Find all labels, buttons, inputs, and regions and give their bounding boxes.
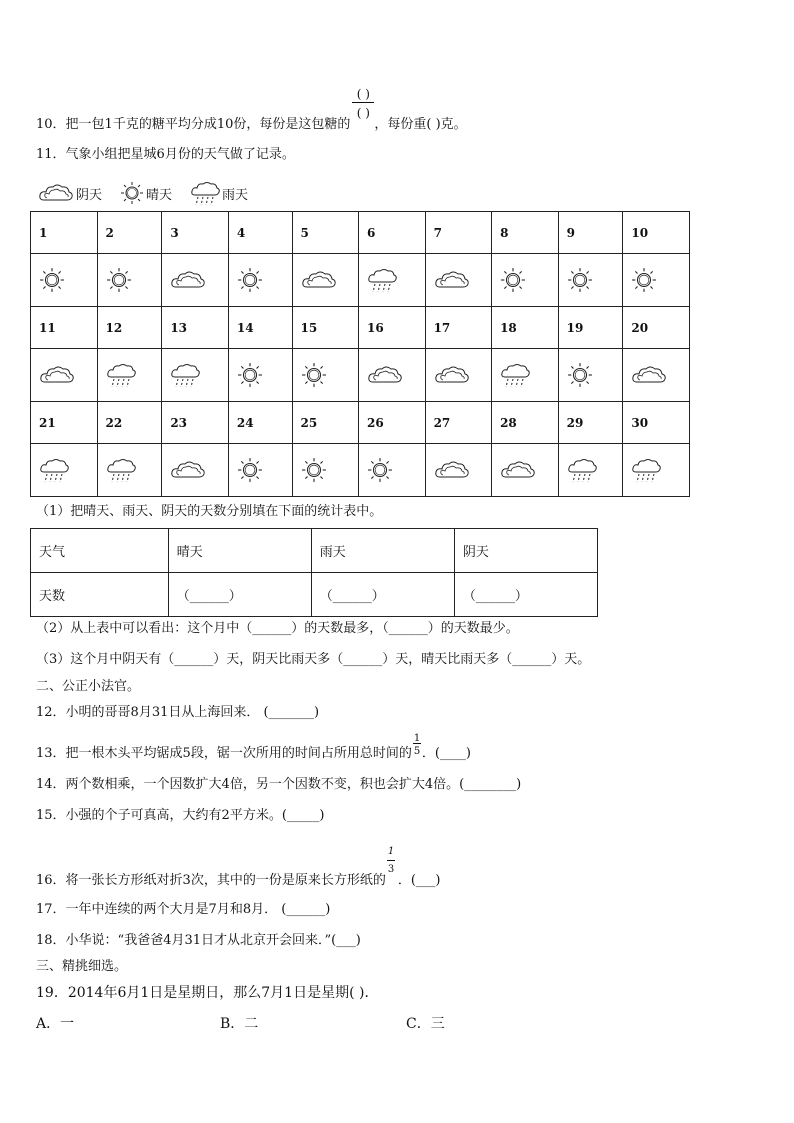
calendar-day-number: 17	[425, 307, 492, 349]
sun-icon	[237, 267, 263, 293]
question-13	[36, 733, 471, 762]
q16-prefix: 16．将一张长方形纸对折3次，其中的一份是原来长方形纸的	[36, 873, 386, 888]
sub-question-2: （2）从上表中可以看出：这个月中（______）的天数最多，（______）的天数最少。	[36, 621, 519, 636]
q16-denominator: 3	[387, 864, 395, 875]
calendar-weather-cell	[623, 254, 690, 307]
question-14: 14．两个数相乘，一个因数扩大4倍，另一个因数不变，积也会扩大4倍。(________)	[36, 777, 522, 792]
q13-denominator: 5	[413, 746, 421, 757]
question-18: 18．小华说：“我爸爸4月31日才从北京开会回来．”(___)	[36, 933, 361, 948]
cloud-icon	[170, 269, 206, 291]
question-16	[36, 846, 441, 889]
cloud-icon	[434, 364, 470, 386]
calendar-weather-cell	[558, 349, 623, 402]
legend-item-rainy	[190, 180, 248, 206]
calendar-weather-cell	[228, 254, 292, 307]
calendar-day-number: 10	[623, 212, 690, 254]
calendar-weather-cell	[228, 444, 292, 497]
calendar-day-number: 16	[359, 307, 426, 349]
calendar-day-number: 21	[31, 402, 98, 444]
stat-blank-sunny[interactable]: （______）	[168, 573, 311, 617]
q10-prefix: 10．把一包1千克的糖平均分成10份，每份是这包糖的	[36, 117, 351, 132]
weather-legend	[38, 180, 262, 206]
calendar-weather-cell	[492, 444, 559, 497]
section-3-heading: 三、精挑细选。	[36, 959, 128, 974]
q19-option-b[interactable]: B．二	[220, 1016, 259, 1032]
sun-icon	[631, 267, 657, 293]
question-10	[36, 87, 467, 133]
calendar-weather-cell	[97, 254, 162, 307]
calendar-weather-cell	[162, 444, 229, 497]
calendar-weather-row	[31, 254, 690, 307]
calendar-weather-cell	[31, 254, 98, 307]
calendar-day-number: 4	[228, 212, 292, 254]
stat-header-cloudy: 阴天	[454, 529, 597, 573]
calendar-day-number: 19	[558, 307, 623, 349]
calendar-day-number: 23	[162, 402, 229, 444]
calendar-day-number: 1	[31, 212, 98, 254]
q16-fraction	[386, 846, 398, 884]
calendar-weather-cell	[162, 254, 229, 307]
calendar-weather-cell	[359, 254, 426, 307]
calendar-day-row	[31, 307, 690, 349]
stat-header-weather: 天气	[31, 529, 169, 573]
calendar-day-number: 12	[97, 307, 162, 349]
sun-icon	[567, 267, 593, 293]
calendar-weather-cell	[492, 254, 559, 307]
rain-icon	[631, 457, 661, 483]
stat-blank-cloudy[interactable]: （______）	[454, 573, 597, 617]
calendar-weather-cell	[425, 254, 492, 307]
rain-icon	[106, 362, 136, 388]
cloud-icon	[38, 182, 74, 204]
stat-blank-rainy[interactable]: （______）	[311, 573, 454, 617]
rain-icon	[190, 180, 220, 206]
legend-label-cloudy: 阴天	[76, 187, 103, 203]
calendar-weather-cell	[558, 254, 623, 307]
calendar-weather-cell	[31, 444, 98, 497]
calendar-weather-cell	[162, 349, 229, 402]
legend-item-cloudy	[38, 182, 102, 204]
q10-fraction	[350, 87, 374, 128]
stat-header-row	[31, 529, 598, 573]
sun-icon	[567, 362, 593, 388]
calendar-day-number: 13	[162, 307, 229, 349]
rain-icon	[170, 362, 200, 388]
calendar-day-number: 8	[492, 212, 559, 254]
calendar-weather-cell	[292, 444, 359, 497]
calendar-weather-cell	[292, 254, 359, 307]
weather-calendar-table	[30, 211, 690, 497]
sun-icon	[120, 181, 144, 205]
calendar-day-number: 22	[97, 402, 162, 444]
stat-header-rainy: 雨天	[311, 529, 454, 573]
sun-icon	[106, 267, 132, 293]
q16-numerator: 1	[387, 846, 395, 857]
calendar-weather-cell	[623, 444, 690, 497]
calendar-day-number: 18	[492, 307, 559, 349]
calendar-weather-cell	[31, 349, 98, 402]
statistics-table	[30, 528, 598, 617]
q13-numerator: 1	[413, 733, 421, 744]
cloud-icon	[434, 459, 470, 481]
cloud-icon	[367, 364, 403, 386]
section-2-heading: 二、公正小法官。	[36, 679, 141, 694]
question-15: 15．小强的个子可真高，大约有2平方米。(_____)	[36, 808, 325, 823]
calendar-day-number: 7	[425, 212, 492, 254]
calendar-day-number: 24	[228, 402, 292, 444]
calendar-day-number: 26	[359, 402, 426, 444]
cloud-icon	[301, 269, 337, 291]
calendar-weather-row	[31, 444, 690, 497]
calendar-day-number: 2	[97, 212, 162, 254]
calendar-day-number: 30	[623, 402, 690, 444]
q13-suffix: ．(____)	[421, 746, 471, 761]
calendar-day-number: 5	[292, 212, 359, 254]
calendar-weather-cell	[558, 444, 623, 497]
calendar-weather-cell	[359, 444, 426, 497]
q13-prefix: 13．把一根木头平均锯成5段，锯一次所用的时间占所用总时间的	[36, 746, 412, 761]
question-11: 11．气象小组把星城6月份的天气做了记录。	[36, 147, 295, 162]
calendar-day-number: 3	[162, 212, 229, 254]
calendar-day-number: 28	[492, 402, 559, 444]
calendar-day-number: 9	[558, 212, 623, 254]
calendar-day-row	[31, 212, 690, 254]
q10-frac-numerator: ( )	[356, 87, 370, 101]
calendar-weather-cell	[97, 349, 162, 402]
rain-icon	[500, 362, 530, 388]
q19-option-a[interactable]: A．一	[36, 1016, 75, 1032]
sun-icon	[367, 457, 393, 483]
calendar-weather-cell	[425, 444, 492, 497]
calendar-day-number: 14	[228, 307, 292, 349]
calendar-weather-row	[31, 349, 690, 402]
calendar-weather-cell	[623, 349, 690, 402]
calendar-weather-cell	[292, 349, 359, 402]
sub-question-1: （1）把晴天、雨天、阴天的天数分别填在下面的统计表中。	[36, 504, 383, 519]
sun-icon	[39, 267, 65, 293]
q16-suffix: ．(___)	[397, 873, 441, 888]
calendar-day-row	[31, 402, 690, 444]
legend-label-rainy: 雨天	[222, 187, 249, 203]
calendar-day-number: 11	[31, 307, 98, 349]
calendar-day-number: 6	[359, 212, 426, 254]
rain-icon	[367, 267, 397, 293]
calendar-weather-cell	[228, 349, 292, 402]
q13-fraction	[412, 733, 422, 757]
calendar-weather-cell	[359, 349, 426, 402]
cloud-icon	[434, 269, 470, 291]
rain-icon	[567, 457, 597, 483]
calendar-day-number: 29	[558, 402, 623, 444]
cloud-icon	[631, 364, 667, 386]
q10-suffix: ，每份重( )克。	[374, 117, 467, 132]
sun-icon	[301, 362, 327, 388]
calendar-weather-cell	[492, 349, 559, 402]
question-19: 19．2014年6月1日是星期日，那么7月1日是星期( )．	[36, 985, 379, 1001]
sub-question-3: （3）这个月中阴天有（______）天，阴天比雨天多（______）天，晴天比雨天多（______）天。	[36, 652, 591, 667]
stat-count-row	[31, 573, 598, 617]
rain-icon	[39, 457, 69, 483]
cloud-icon	[170, 459, 206, 481]
calendar-day-number: 25	[292, 402, 359, 444]
calendar-day-number: 20	[623, 307, 690, 349]
legend-item-sunny	[120, 181, 172, 205]
sun-icon	[500, 267, 526, 293]
stat-row-label: 天数	[31, 573, 169, 617]
calendar-weather-cell	[425, 349, 492, 402]
sun-icon	[237, 362, 263, 388]
question-17: 17．一年中连续的两个大月是7月和8月． (______)	[36, 902, 331, 917]
sun-icon	[237, 457, 263, 483]
calendar-day-number: 15	[292, 307, 359, 349]
legend-label-sunny: 晴天	[146, 187, 173, 203]
sun-icon	[301, 457, 327, 483]
calendar-day-number: 27	[425, 402, 492, 444]
calendar-weather-cell	[97, 444, 162, 497]
stat-header-sunny: 晴天	[168, 529, 311, 573]
q10-frac-denominator: ( )	[356, 106, 370, 120]
cloud-icon	[39, 364, 75, 386]
cloud-icon	[500, 459, 536, 481]
q19-option-c[interactable]: C．三	[406, 1016, 445, 1032]
question-12: 12．小明的哥哥8月31日从上海回来． (_______)	[36, 705, 320, 720]
rain-icon	[106, 457, 136, 483]
